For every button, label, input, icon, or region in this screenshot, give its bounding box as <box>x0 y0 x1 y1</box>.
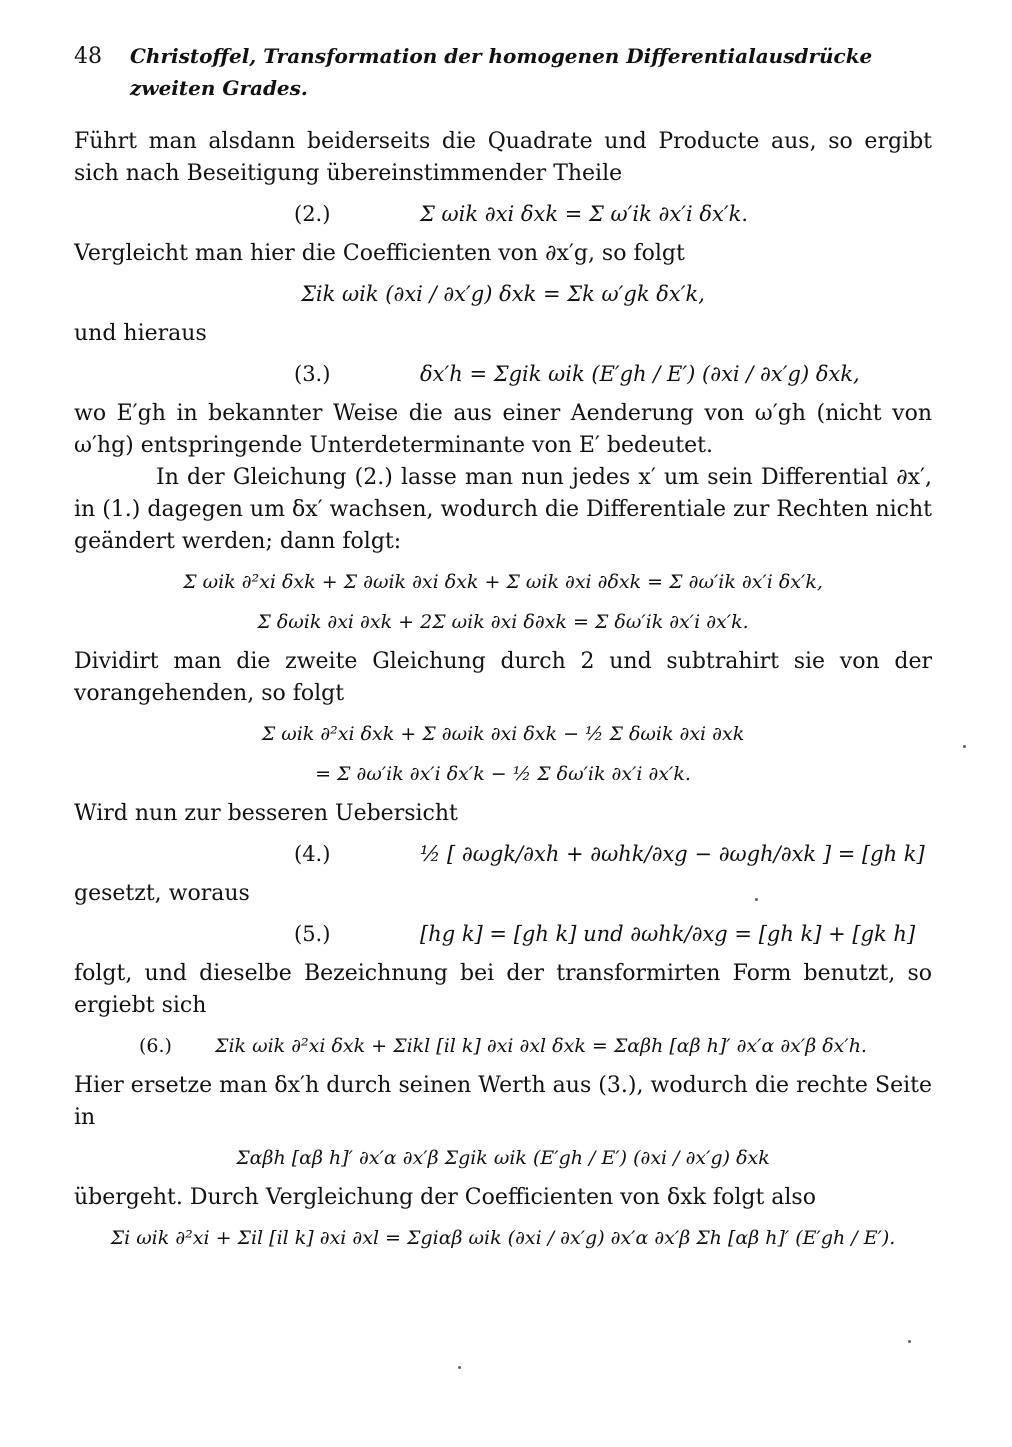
equation-3-label: (3.) <box>294 362 331 386</box>
paragraph-7: Wird nun zur besseren Uebersicht <box>74 801 458 826</box>
equation-b2 <box>74 758 932 790</box>
equation-b2-body: = Σ ∂ω′ik ∂x′i δx′k − ½ Σ δω′ik ∂x′i ∂x′k. <box>315 763 691 785</box>
equation-6-label: (6.) <box>139 1035 172 1057</box>
paragraph-9: folgt, und dieselbe Bezeichnung bei der transformirten Form benutzt, so ergiebt sich <box>74 961 932 1018</box>
equation-d-body: Σi ωik ∂²xi + Σil [il k] ∂xi ∂xl = Σgiαβ ωik (∂xi / ∂x′g) ∂x′α ∂x′β Σh [αβ h]′ (E′gh / E′). <box>110 1227 896 1249</box>
paragraph-3: und hieraus <box>74 321 207 346</box>
scan-speck <box>458 1366 461 1369</box>
paragraph-11: übergeht. Durch Vergleichung der Coefficienten von δxk folgt also <box>74 1185 816 1210</box>
equation-5 <box>74 918 932 950</box>
equation-a2 <box>74 606 932 638</box>
equation-a1 <box>74 566 932 598</box>
equation-2-body: Σ ωik ∂xi δxk = Σ ω′ik ∂x′i δx′k. <box>420 202 749 226</box>
equation-4-body: ½ [ ∂ωgk/∂xh + ∂ωhk/∂xg − ∂ωgh/∂xk ] = [gh k] <box>420 842 925 866</box>
equation-b1 <box>74 718 932 750</box>
equation-c-body: Σαβh [αβ h]′ ∂x′α ∂x′β Σgik ωik (E′gh / E′) (∂xi / ∂x′g) δxk <box>236 1147 770 1169</box>
equation-2 <box>74 198 932 230</box>
equation-4-label: (4.) <box>294 842 331 866</box>
equation-6 <box>74 1030 932 1062</box>
page-number: 48 <box>74 44 102 69</box>
equation-c <box>74 1142 932 1174</box>
equation-2-label: (2.) <box>294 202 331 226</box>
equation-6-body: Σik ωik ∂²xi δxk + Σikl [il k] ∂xi ∂xl δxk = Σαβh [αβ h]′ ∂x′α ∂x′β δx′h. <box>215 1035 867 1057</box>
equation-coefficients-body: Σik ωik (∂xi / ∂x′g) δxk = Σk ω′gk δx′k, <box>301 282 705 306</box>
paragraph-4: wo E′gh in bekannter Weise die aus einer Aenderung von ω′gh (nicht von ω′hg) entspringende Unterdeterminante von E′ bedeutet. <box>74 401 932 458</box>
equation-b1-body: Σ ωik ∂²xi δxk + Σ ∂ωik ∂xi δxk − ½ Σ δωik ∂xi ∂xk <box>261 723 745 745</box>
equation-d <box>74 1222 932 1254</box>
paragraph-8: gesetzt, woraus <box>74 881 250 906</box>
equation-3-body: δx′h = Σgik ωik (E′gh / E′) (∂xi / ∂x′g) δxk, <box>420 362 860 386</box>
paragraph-2: Vergleicht man hier die Coefficienten von ∂x′g, so folgt <box>74 241 685 266</box>
equation-4 <box>74 838 932 870</box>
running-title: Christoffel, Transformation der homogenen Differentialausdrücke zweiten Grades. <box>130 44 873 100</box>
running-header <box>74 40 932 104</box>
equation-a2-body: Σ δωik ∂xi ∂xk + 2Σ ωik ∂xi δ∂xk = Σ δω′ik ∂x′i ∂x′k. <box>257 611 749 633</box>
equation-3 <box>74 358 932 390</box>
equation-coefficients <box>74 278 932 310</box>
scan-speck <box>963 745 966 748</box>
equation-5-body: [hg k] = [gh k] und ∂ωhk/∂xg = [gh k] + [gk h] <box>420 922 916 946</box>
equation-5-label: (5.) <box>294 922 331 946</box>
paragraph-1: Führt man alsdann beiderseits die Quadrate und Producte aus, so ergibt sich nach Beseitigung übereinstimmender Theile <box>74 129 932 186</box>
paragraph-10: Hier ersetze man δx′h durch seinen Werth aus (3.), wodurch die rechte Seite in <box>74 1073 932 1130</box>
scan-speck <box>908 1340 911 1343</box>
equation-a1-body: Σ ωik ∂²xi δxk + Σ ∂ωik ∂xi δxk + Σ ωik ∂xi ∂δxk = Σ ∂ω′ik ∂x′i δx′k, <box>183 571 823 593</box>
paragraph-5: In der Gleichung (2.) lasse man nun jedes x′ um sein Differential ∂x′, in (1.) dagegen um δx′ wachsen, wodurch die Differentiale zur Rechten nicht geändert werden; dann folgt: <box>74 465 932 554</box>
paragraph-6: Dividirt man die zweite Gleichung durch 2 und subtrahirt sie von der vorangehenden, so folgt <box>74 649 932 706</box>
scan-speck <box>755 898 758 901</box>
document-page <box>74 40 932 1410</box>
